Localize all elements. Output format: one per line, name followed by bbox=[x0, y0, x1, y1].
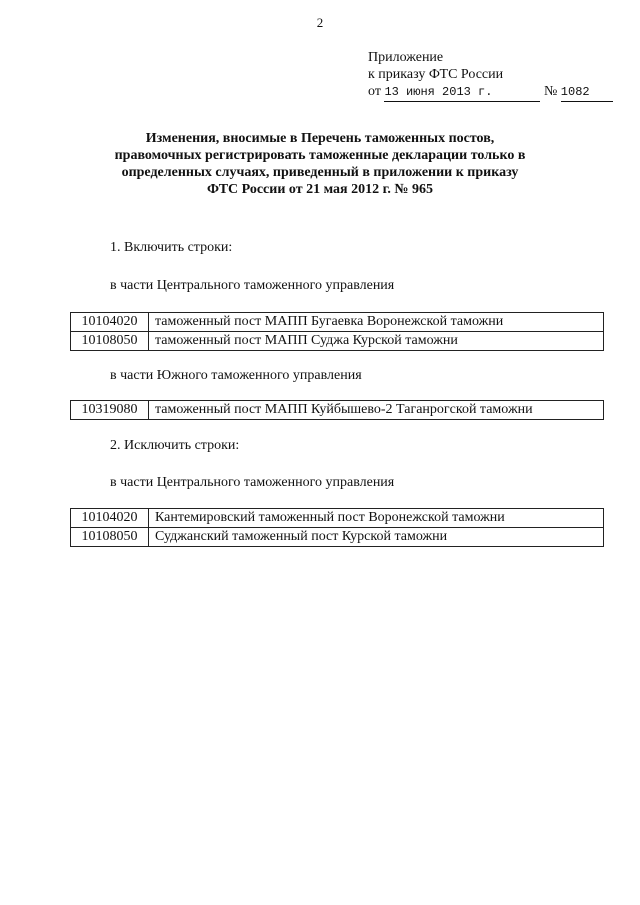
row-name: Суджанский таможенный пост Курской таможни bbox=[149, 528, 604, 547]
section2-group1-table bbox=[70, 508, 604, 547]
row-name: таможенный пост МАПП Бугаевка Воронежской таможни bbox=[149, 313, 604, 332]
appendix-block bbox=[368, 49, 613, 102]
row-code: 10104020 bbox=[71, 313, 149, 332]
section2-group1-label: в части Центрального таможенного управления bbox=[110, 475, 395, 490]
row-code: 10104020 bbox=[71, 509, 149, 528]
row-code: 10319080 bbox=[71, 401, 149, 420]
appendix-title: Приложение bbox=[368, 50, 444, 65]
title-line-4: ФТС России от 21 мая 2012 г. № 965 bbox=[207, 182, 433, 197]
order-number: 1082 bbox=[560, 85, 590, 99]
section1-group2-table bbox=[70, 400, 604, 420]
section2-heading: 2. Исключить строки: bbox=[110, 438, 240, 453]
title-line-3: определенных случаях, приведенный в приложении к приказу bbox=[121, 165, 519, 180]
row-code: 10108050 bbox=[71, 528, 149, 547]
table-row bbox=[71, 509, 604, 528]
table-row bbox=[71, 332, 604, 351]
date-prefix: от bbox=[368, 84, 381, 99]
section1-heading: 1. Включить строки: bbox=[110, 240, 233, 255]
order-number-field bbox=[561, 83, 613, 102]
table-row bbox=[71, 528, 604, 547]
page-number: 2 bbox=[316, 15, 324, 30]
section1-group1-label: в части Центрального таможенного управления bbox=[110, 278, 395, 293]
section1-group2-label: в части Южного таможенного управления bbox=[110, 368, 362, 383]
table-row bbox=[71, 401, 604, 420]
appendix-order-ref: к приказу ФТС России bbox=[368, 67, 504, 82]
table-row bbox=[71, 313, 604, 332]
title-line-2: правомочных регистрировать таможенные декларации только в bbox=[114, 148, 526, 163]
order-date-field bbox=[384, 83, 540, 102]
row-name: таможенный пост МАПП Куйбышево-2 Таганрогской таможни bbox=[149, 401, 604, 420]
row-name: Кантемировский таможенный пост Воронежской таможни bbox=[149, 509, 604, 528]
row-code: 10108050 bbox=[71, 332, 149, 351]
number-prefix: № bbox=[543, 84, 558, 99]
appendix-date-line bbox=[368, 83, 613, 102]
title-line-1: Изменения, вносимые в Перечень таможенных постов, bbox=[145, 131, 495, 146]
document-title bbox=[95, 130, 545, 198]
section1-group1-table bbox=[70, 312, 604, 351]
row-name: таможенный пост МАПП Суджа Курской таможни bbox=[149, 332, 604, 351]
order-date: 13 июня 2013 г. bbox=[384, 85, 493, 99]
